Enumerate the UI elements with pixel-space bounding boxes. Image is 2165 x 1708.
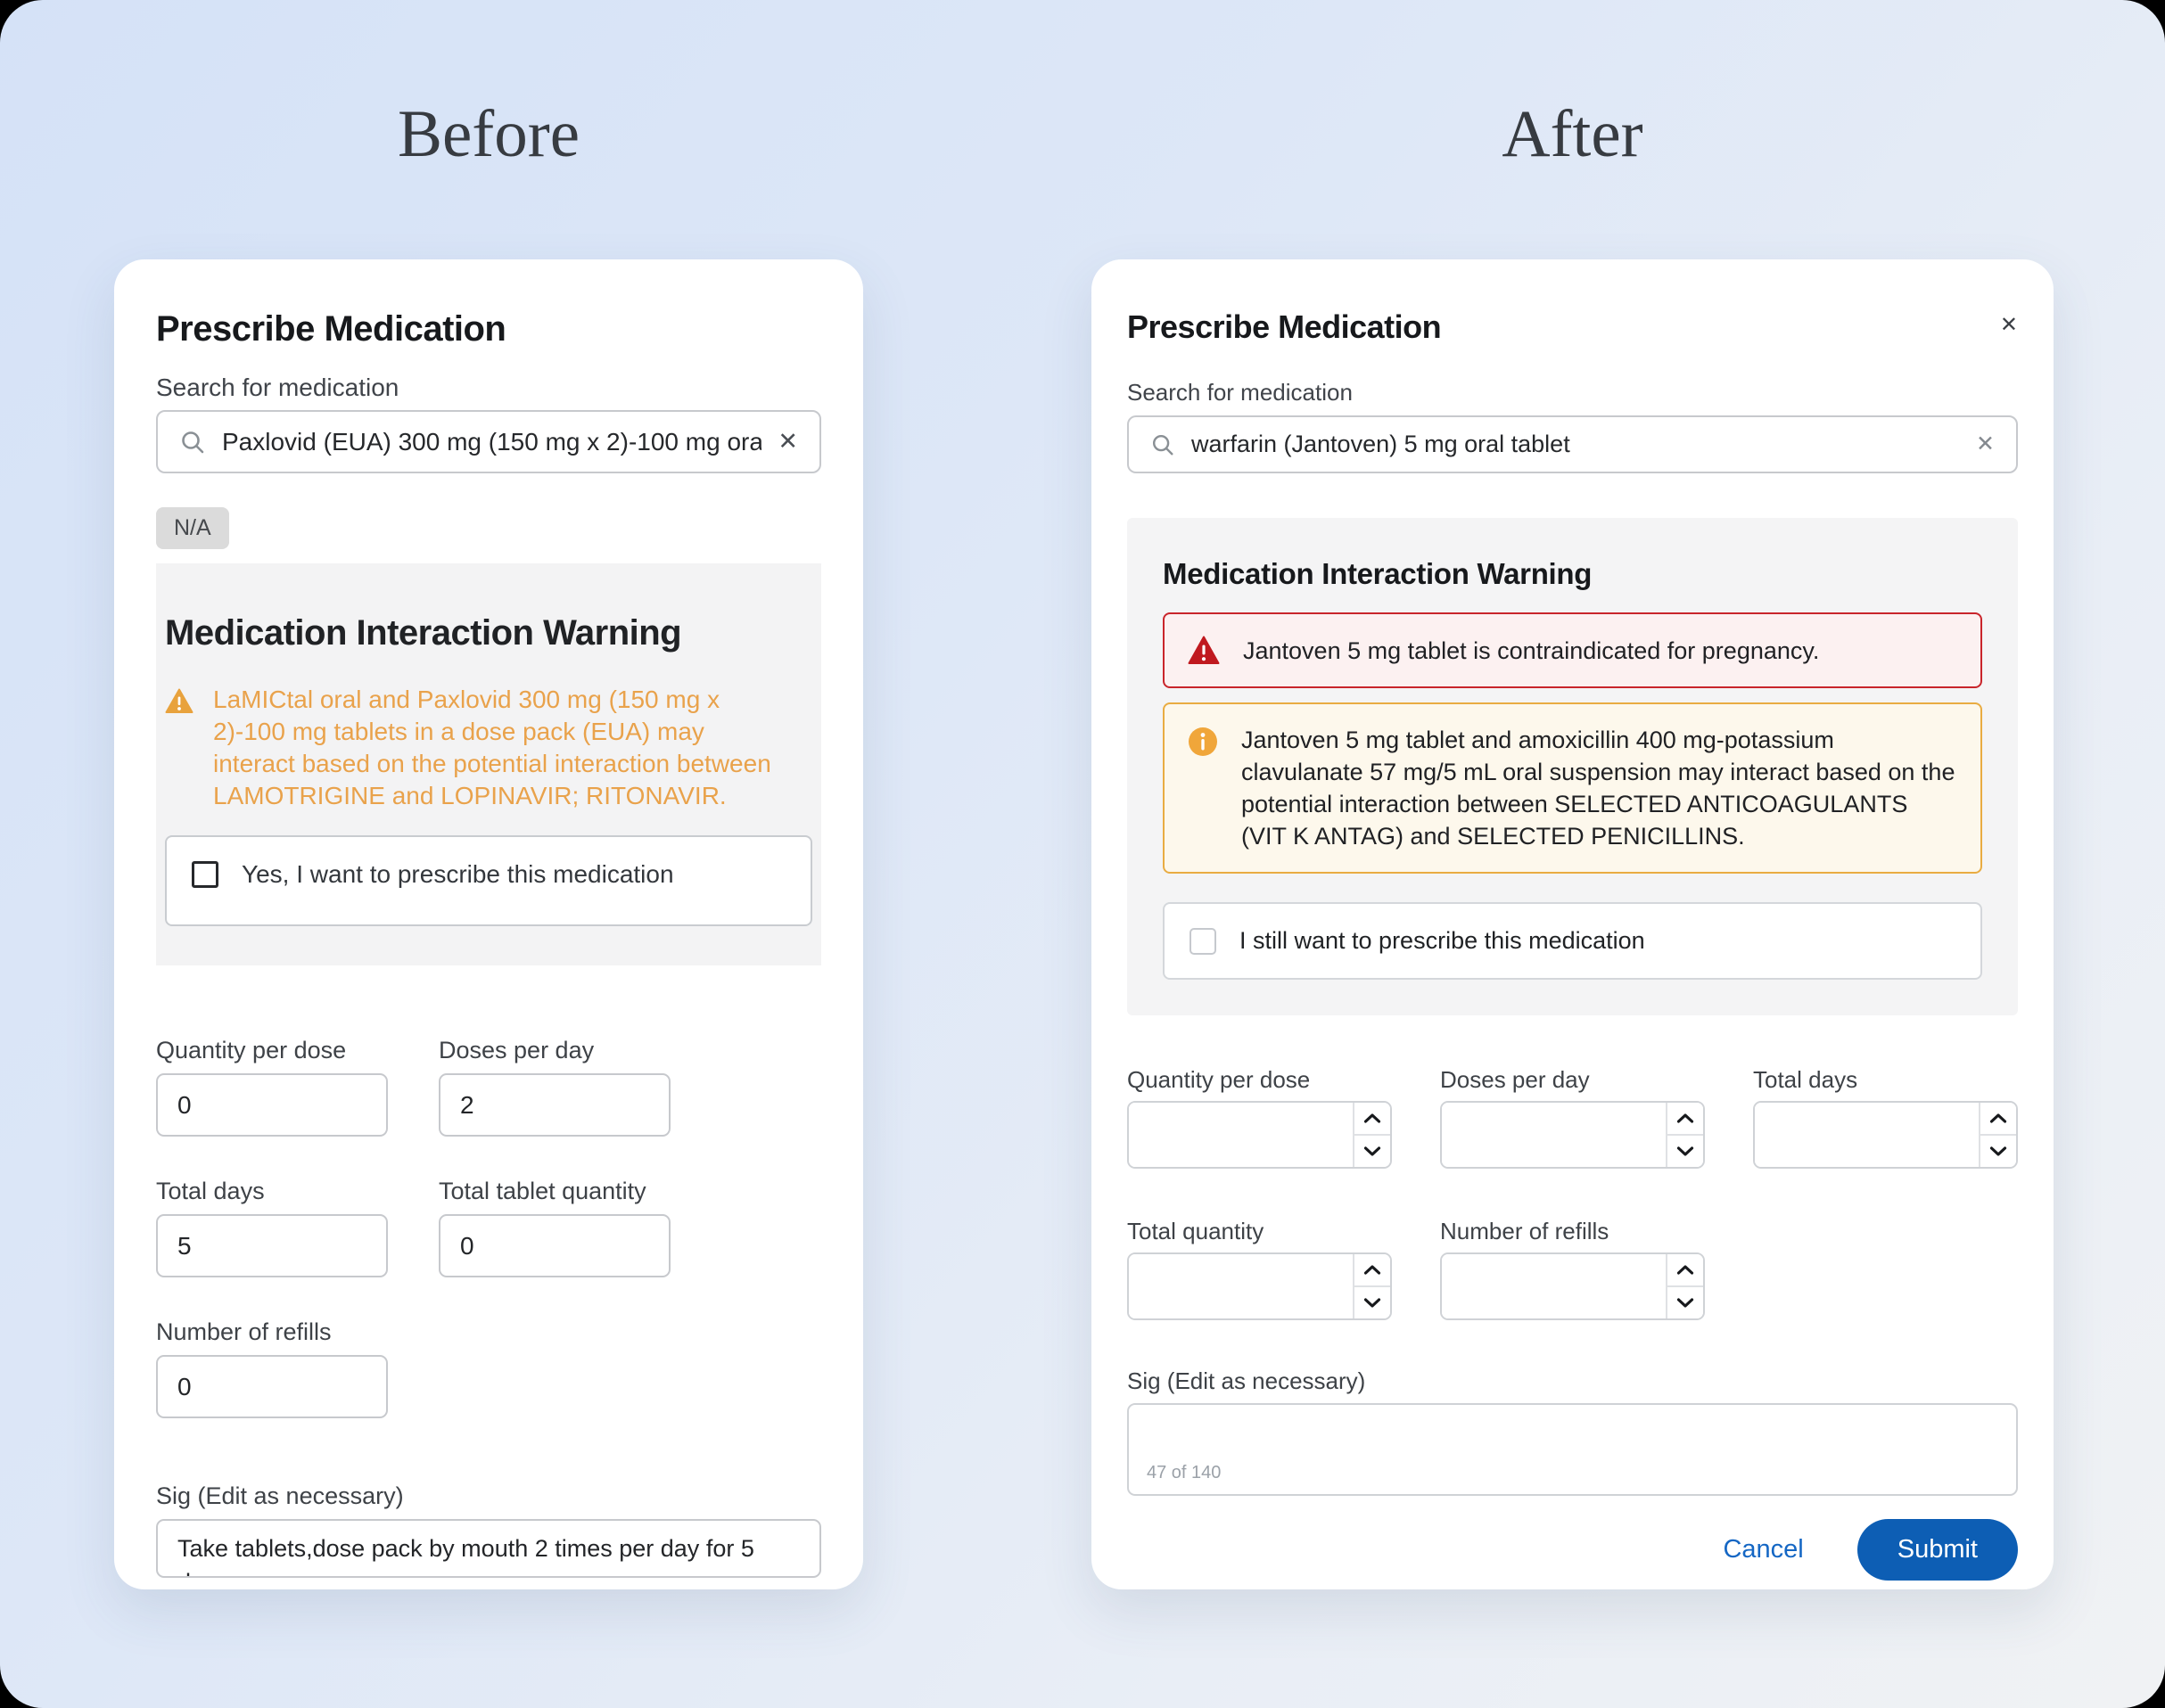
- field-label: Number of refills: [156, 1318, 332, 1345]
- dose-fields-grid: [156, 1035, 821, 1418]
- before-heading: Before: [397, 97, 580, 171]
- field-label: Total days: [156, 1178, 265, 1204]
- medication-interaction-warning-panel: [1127, 518, 2018, 1015]
- close-icon[interactable]: ✕: [1999, 313, 2018, 337]
- total-tablet-quantity-input[interactable]: [439, 1214, 671, 1277]
- sig-block: [156, 1481, 821, 1578]
- stepper-down-icon[interactable]: [1354, 1287, 1390, 1318]
- sig-label: Sig (Edit as necessary): [1127, 1367, 1366, 1394]
- field-total-days: [156, 1176, 388, 1277]
- field-total-days: [1753, 1065, 2018, 1169]
- number-of-refills-input[interactable]: [1442, 1254, 1666, 1318]
- doses-per-day-stepper: [1440, 1101, 1705, 1169]
- prescribe-medication-card-after: [1091, 259, 2054, 1589]
- confirm-prescribe-box: [1163, 902, 1982, 980]
- field-doses-per-day: [439, 1035, 671, 1137]
- sig-block: [1127, 1367, 2018, 1496]
- field-quantity-per-dose: [156, 1035, 388, 1137]
- stepper-up-icon[interactable]: [1354, 1103, 1390, 1136]
- field-label: Doses per day: [439, 1037, 595, 1063]
- medication-interaction-warning-panel: [156, 563, 821, 965]
- cancel-button[interactable]: Cancel: [1723, 1535, 1804, 1564]
- quantity-per-dose-stepper: [1127, 1101, 1392, 1169]
- card-title: Prescribe Medication: [1127, 308, 1442, 345]
- stepper-down-icon[interactable]: [1354, 1136, 1390, 1167]
- info-circle-icon: [1188, 727, 1218, 757]
- number-of-refills-stepper: [1440, 1252, 1705, 1320]
- field-label: Total tablet quantity: [439, 1178, 646, 1204]
- field-label: Doses per day: [1440, 1066, 1590, 1093]
- total-quantity-stepper: [1127, 1252, 1392, 1320]
- prescribe-checkbox-label: Yes, I want to prescribe this medication: [242, 860, 674, 888]
- field-label: Quantity per dose: [156, 1037, 347, 1063]
- field-label: Total quantity: [1127, 1218, 1264, 1244]
- field-quantity-per-dose: [1127, 1065, 1392, 1169]
- total-quantity-input[interactable]: [1129, 1254, 1353, 1318]
- stepper-up-icon[interactable]: [1980, 1103, 2016, 1136]
- interaction-alert: [1163, 702, 1982, 874]
- dose-fields-row1: [1127, 1065, 2018, 1169]
- medication-search-box: [156, 410, 821, 473]
- contraindication-text: Jantoven 5 mg tablet is contraindicated for pregnancy.: [1243, 636, 1820, 664]
- field-doses-per-day: [1440, 1065, 1705, 1169]
- search-icon: [179, 429, 206, 456]
- prescribe-checkbox[interactable]: [192, 861, 218, 888]
- field-number-of-refills: [156, 1317, 388, 1418]
- sig-label: Sig (Edit as necessary): [156, 1482, 404, 1509]
- status-badge: N/A: [156, 507, 229, 549]
- field-total-quantity: [1127, 1217, 1392, 1320]
- interaction-text: Jantoven 5 mg tablet and amoxicillin 400 mg-potassium clavulanate 57 mg/5 mL oral suspension may interact based on the potential interaction between SELECTED ANTICOAGULANTS (VIT K ANTAG) and SELECTED PENICILLINS.: [1241, 727, 1955, 850]
- doses-per-day-input[interactable]: [439, 1073, 671, 1137]
- field-label: Total days: [1753, 1066, 1858, 1093]
- search-icon: [1150, 432, 1175, 457]
- number-of-refills-input[interactable]: [156, 1355, 388, 1418]
- contraindication-alert: [1163, 612, 1982, 688]
- quantity-per-dose-input[interactable]: [1129, 1103, 1353, 1167]
- medication-search-box: [1127, 415, 2018, 473]
- doses-per-day-input[interactable]: [1442, 1103, 1666, 1167]
- stepper-down-icon[interactable]: [1667, 1287, 1703, 1318]
- stepper-down-icon[interactable]: [1980, 1136, 2016, 1167]
- after-heading: After: [1502, 97, 1643, 171]
- total-days-stepper: [1753, 1101, 2018, 1169]
- card-title: Prescribe Medication: [156, 309, 506, 349]
- sig-textarea[interactable]: [156, 1519, 821, 1578]
- prescribe-checkbox-label: I still want to prescribe this medication: [1239, 927, 1645, 954]
- danger-triangle-icon: [1188, 636, 1220, 665]
- quantity-per-dose-input[interactable]: [156, 1073, 388, 1137]
- confirm-prescribe-box: [165, 835, 812, 926]
- sig-textarea[interactable]: [1127, 1403, 2018, 1496]
- field-total-tablet-quantity: [439, 1176, 671, 1277]
- warning-heading: Medication Interaction Warning: [165, 613, 682, 653]
- prescribe-checkbox[interactable]: [1190, 928, 1216, 955]
- dose-fields-row2: [1127, 1217, 2018, 1320]
- clear-search-icon[interactable]: ✕: [1976, 431, 1995, 456]
- warning-heading: Medication Interaction Warning: [1163, 557, 1593, 590]
- stepper-up-icon[interactable]: [1667, 1254, 1703, 1287]
- search-input[interactable]: [1191, 431, 1960, 458]
- character-count: 47 of 140: [1147, 1463, 1222, 1482]
- field-label: Number of refills: [1440, 1218, 1609, 1244]
- field-label: Quantity per dose: [1127, 1066, 1311, 1093]
- prescribe-medication-card-before: [114, 259, 863, 1589]
- clear-search-icon[interactable]: ✕: [778, 428, 798, 455]
- search-label: Search for medication: [156, 374, 399, 401]
- submit-button[interactable]: Submit: [1857, 1519, 2018, 1581]
- stepper-up-icon[interactable]: [1354, 1254, 1390, 1287]
- stepper-up-icon[interactable]: [1667, 1103, 1703, 1136]
- field-number-of-refills: [1440, 1217, 1705, 1320]
- search-input[interactable]: [222, 428, 761, 456]
- warning-triangle-icon: [165, 688, 193, 714]
- stepper-down-icon[interactable]: [1667, 1136, 1703, 1167]
- total-days-input[interactable]: [1755, 1103, 1979, 1167]
- search-label: Search for medication: [1127, 379, 1353, 406]
- dialog-actions: [1127, 1519, 2018, 1581]
- total-days-input[interactable]: [156, 1214, 388, 1277]
- warning-text: LaMICtal oral and Paxlovid 300 mg (150 mg x 2)-100 mg tablets in a dose pack (EUA) may interact based on the potential interaction between LAMOTRIGINE and LOPINAVIR; RITONAVIR.: [213, 686, 771, 809]
